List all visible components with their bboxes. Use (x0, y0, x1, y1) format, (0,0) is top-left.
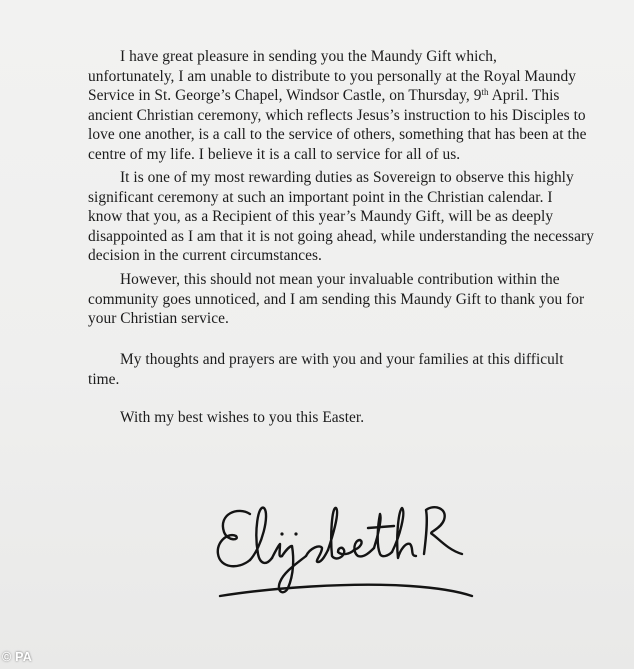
text-line: love one another, is a call to the service of others, something that has been at the (88, 126, 587, 143)
text-line: It is one of my most rewarding duties as Sovereign to observe this highly (120, 169, 574, 186)
text-line: However, this should not mean your invaluable contribution within the (120, 271, 560, 288)
text-line: time. (88, 370, 120, 388)
paragraph-5 (88, 408, 608, 428)
photo-credit: © PA (2, 650, 32, 664)
text-line: decision in the current circumstances. (88, 247, 322, 264)
paragraph-2 (88, 168, 608, 266)
paragraph-1 (88, 47, 608, 164)
text-line: My thoughts and prayers are with you and your families at this difficult (120, 351, 564, 368)
text-line: I have great pleasure in sending you the Maundy Gift which, (120, 48, 497, 65)
text-line: community goes unnoticed, and I am sending this Maundy Gift to thank you for (88, 290, 585, 308)
text-line: know that you, as a Recipient of this year’s Maundy Gift, will be as deeply (88, 208, 554, 225)
paragraph-3 (88, 270, 608, 329)
text-line: ancient Christian ceremony, which reflects Jesus’s instruction to his Disciples to (88, 106, 586, 124)
ordinal-suffix: th (481, 87, 489, 97)
text-line: With my best wishes to you this Easter. (120, 409, 365, 426)
text-line: disappointed as I am that it is not going ahead, while understanding the necessary (88, 227, 594, 245)
text-line: significant ceremony at such an important point in the Christian calendar. I (88, 188, 553, 206)
text-segment: Service in St. George’s Chapel, Windsor Castle, on Thursday, 9 (88, 87, 482, 104)
paragraph-4 (88, 350, 608, 389)
text-line: your Christian service. (88, 310, 229, 327)
text-line: unfortunately, I am unable to distribute to you personally at the Royal Maundy (88, 67, 577, 85)
handwritten-signature (210, 492, 480, 617)
text-line: centre of my life. I believe it is a call to service for all of us. (88, 145, 461, 163)
text-line (88, 86, 608, 106)
text-segment: April. This (488, 87, 560, 104)
